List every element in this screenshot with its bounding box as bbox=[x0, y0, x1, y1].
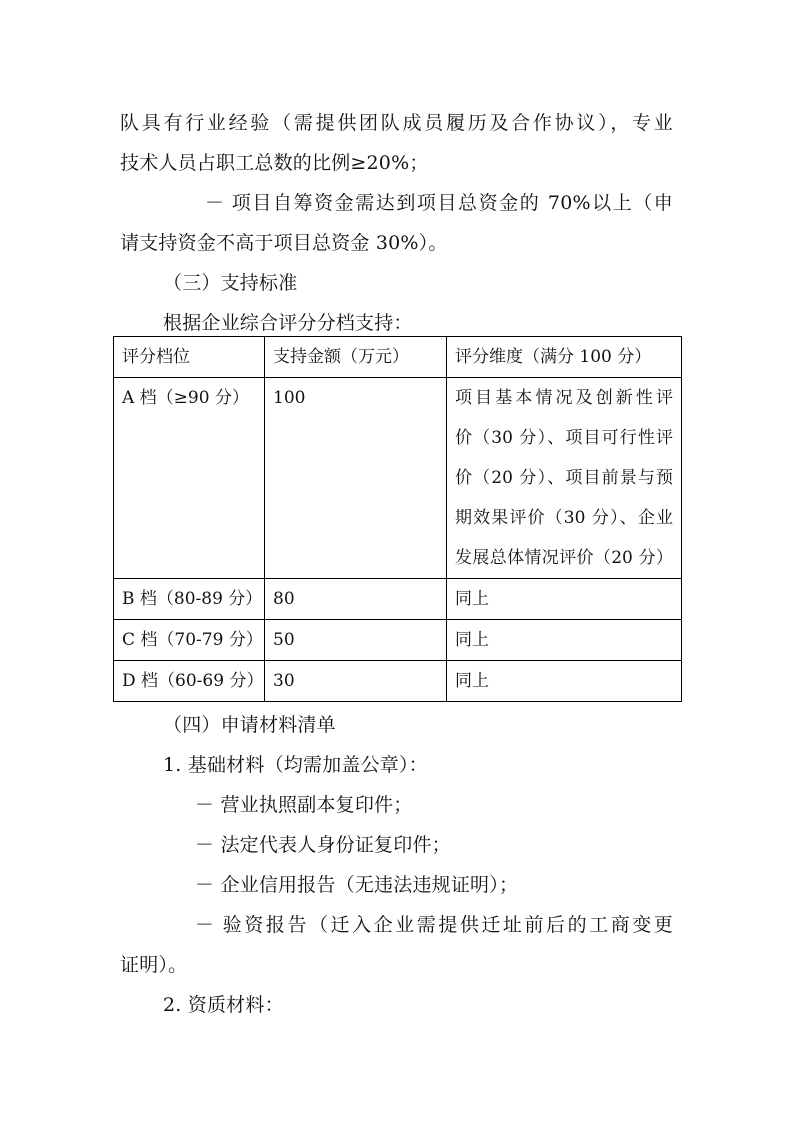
table-row bbox=[114, 661, 682, 702]
paragraph-line: － 项目自筹资金需达到项目总资金的 70%以上（申 bbox=[205, 192, 673, 214]
amount-cell: 30 bbox=[265, 661, 447, 702]
list-subitem: － 验资报告（迁入企业需提供迁址前后的工商变更 bbox=[195, 914, 673, 936]
table-row bbox=[114, 620, 682, 661]
list-subitem: － 法定代表人身份证复印件； bbox=[195, 834, 451, 856]
tier-cell: D 档（60-69 分） bbox=[114, 661, 265, 702]
dimensions-cell: 同上 bbox=[447, 661, 682, 702]
table-header-cell: 评分档位 bbox=[114, 337, 265, 378]
tier-cell: C 档（70-79 分） bbox=[114, 620, 265, 661]
table-header-row bbox=[114, 337, 682, 378]
list-subitem-continuation: 证明）。 bbox=[120, 954, 188, 976]
section-heading: （四）申请材料清单 bbox=[163, 714, 336, 736]
support-standard-table bbox=[113, 336, 682, 702]
paragraph-line: 队具有行业经验（需提供团队成员履历及合作协议），专业 bbox=[120, 112, 673, 134]
tier-cell: B 档（80-89 分） bbox=[114, 579, 265, 620]
dimension-line: 价（20 分）、项目前景与预 bbox=[455, 468, 673, 488]
paragraph-line: 技术人员占职工总数的比例≥20%； bbox=[120, 152, 429, 174]
amount-cell: 80 bbox=[265, 579, 447, 620]
amount-cell: 100 bbox=[265, 378, 447, 579]
list-subitem: － 营业执照副本复印件； bbox=[195, 794, 413, 816]
table-header-cell: 支持金额（万元） bbox=[265, 337, 447, 378]
table-row bbox=[114, 378, 682, 579]
dimension-line: 项目基本情况及创新性评 bbox=[455, 388, 673, 408]
dimension-line: 发展总体情况评价（20 分） bbox=[455, 548, 673, 568]
list-subitem: － 企业信用报告（无违法违规证明）； bbox=[195, 874, 519, 896]
amount-cell: 50 bbox=[265, 620, 447, 661]
list-item: 1. 基础材料（均需加盖公章）： bbox=[163, 754, 428, 776]
table-row bbox=[114, 579, 682, 620]
dimensions-cell: 同上 bbox=[447, 579, 682, 620]
list-item: 2. 资质材料： bbox=[163, 994, 284, 1016]
section-heading: （三）支持标准 bbox=[163, 272, 298, 294]
table-intro: 根据企业综合评分分档支持： bbox=[163, 312, 413, 334]
dimensions-cell: 同上 bbox=[447, 620, 682, 661]
paragraph-line: 请支持资金不高于项目总资金 30%）。 bbox=[120, 232, 448, 254]
table-header-cell: 评分维度（满分 100 分） bbox=[447, 337, 682, 378]
dimension-line: 价（30 分）、项目可行性评 bbox=[455, 428, 673, 448]
dimension-line: 期效果评价（30 分）、企业 bbox=[455, 508, 673, 528]
tier-cell: A 档（≥90 分） bbox=[114, 378, 265, 579]
dimensions-cell bbox=[447, 378, 682, 579]
